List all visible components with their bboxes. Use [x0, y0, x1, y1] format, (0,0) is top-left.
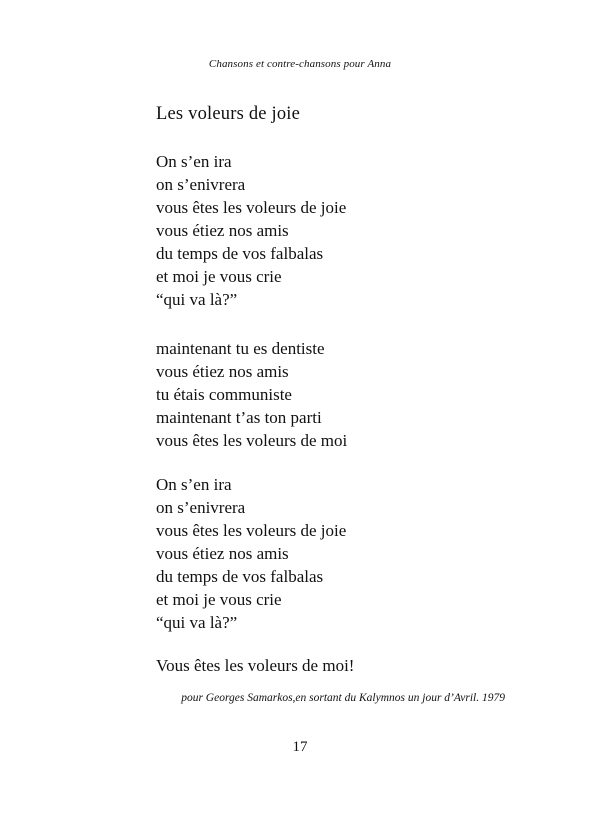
- poem-line: “qui va là?”: [156, 613, 238, 632]
- closing-line: Vous êtes les voleurs de moi!: [156, 656, 355, 675]
- poem-line: maintenant tu es dentiste: [156, 339, 325, 358]
- stanza-3: [156, 473, 346, 634]
- running-head: Chansons et contre-chansons pour Anna: [208, 58, 392, 70]
- poem-line: vous étiez nos amis: [156, 544, 289, 563]
- poem-line: vous êtes les voleurs de joie: [156, 198, 347, 217]
- dedication: pour Georges Samarkos,en sortant du Kalymnos un jour d’Avril. 1979: [181, 692, 505, 704]
- poem-line: On s’en ira: [156, 152, 232, 171]
- poem-line: vous êtes les voleurs de joie: [156, 521, 347, 540]
- page-number: 17: [292, 739, 308, 755]
- poem-line: On s’en ira: [156, 475, 232, 494]
- poem-line: maintenant t’as ton parti: [156, 408, 322, 427]
- poem-line: on s’enivrera: [156, 498, 246, 517]
- poem-title: Les voleurs de joie: [156, 104, 301, 124]
- poem-line: tu étais communiste: [156, 385, 292, 404]
- poem-line: on s’enivrera: [156, 175, 246, 194]
- stanza-1: [156, 150, 346, 311]
- poem-line: vous êtes les voleurs de moi: [156, 431, 348, 450]
- poem-line: du temps de vos falbalas: [156, 567, 324, 586]
- stanza-2: [156, 337, 347, 452]
- poem-line: du temps de vos falbalas: [156, 244, 324, 263]
- poem-line: “qui va là?”: [156, 290, 238, 309]
- poem-line: et moi je vous crie: [156, 590, 282, 609]
- poem-line: vous étiez nos amis: [156, 362, 289, 381]
- poem-line: vous étiez nos amis: [156, 221, 289, 240]
- poem-line: et moi je vous crie: [156, 267, 282, 286]
